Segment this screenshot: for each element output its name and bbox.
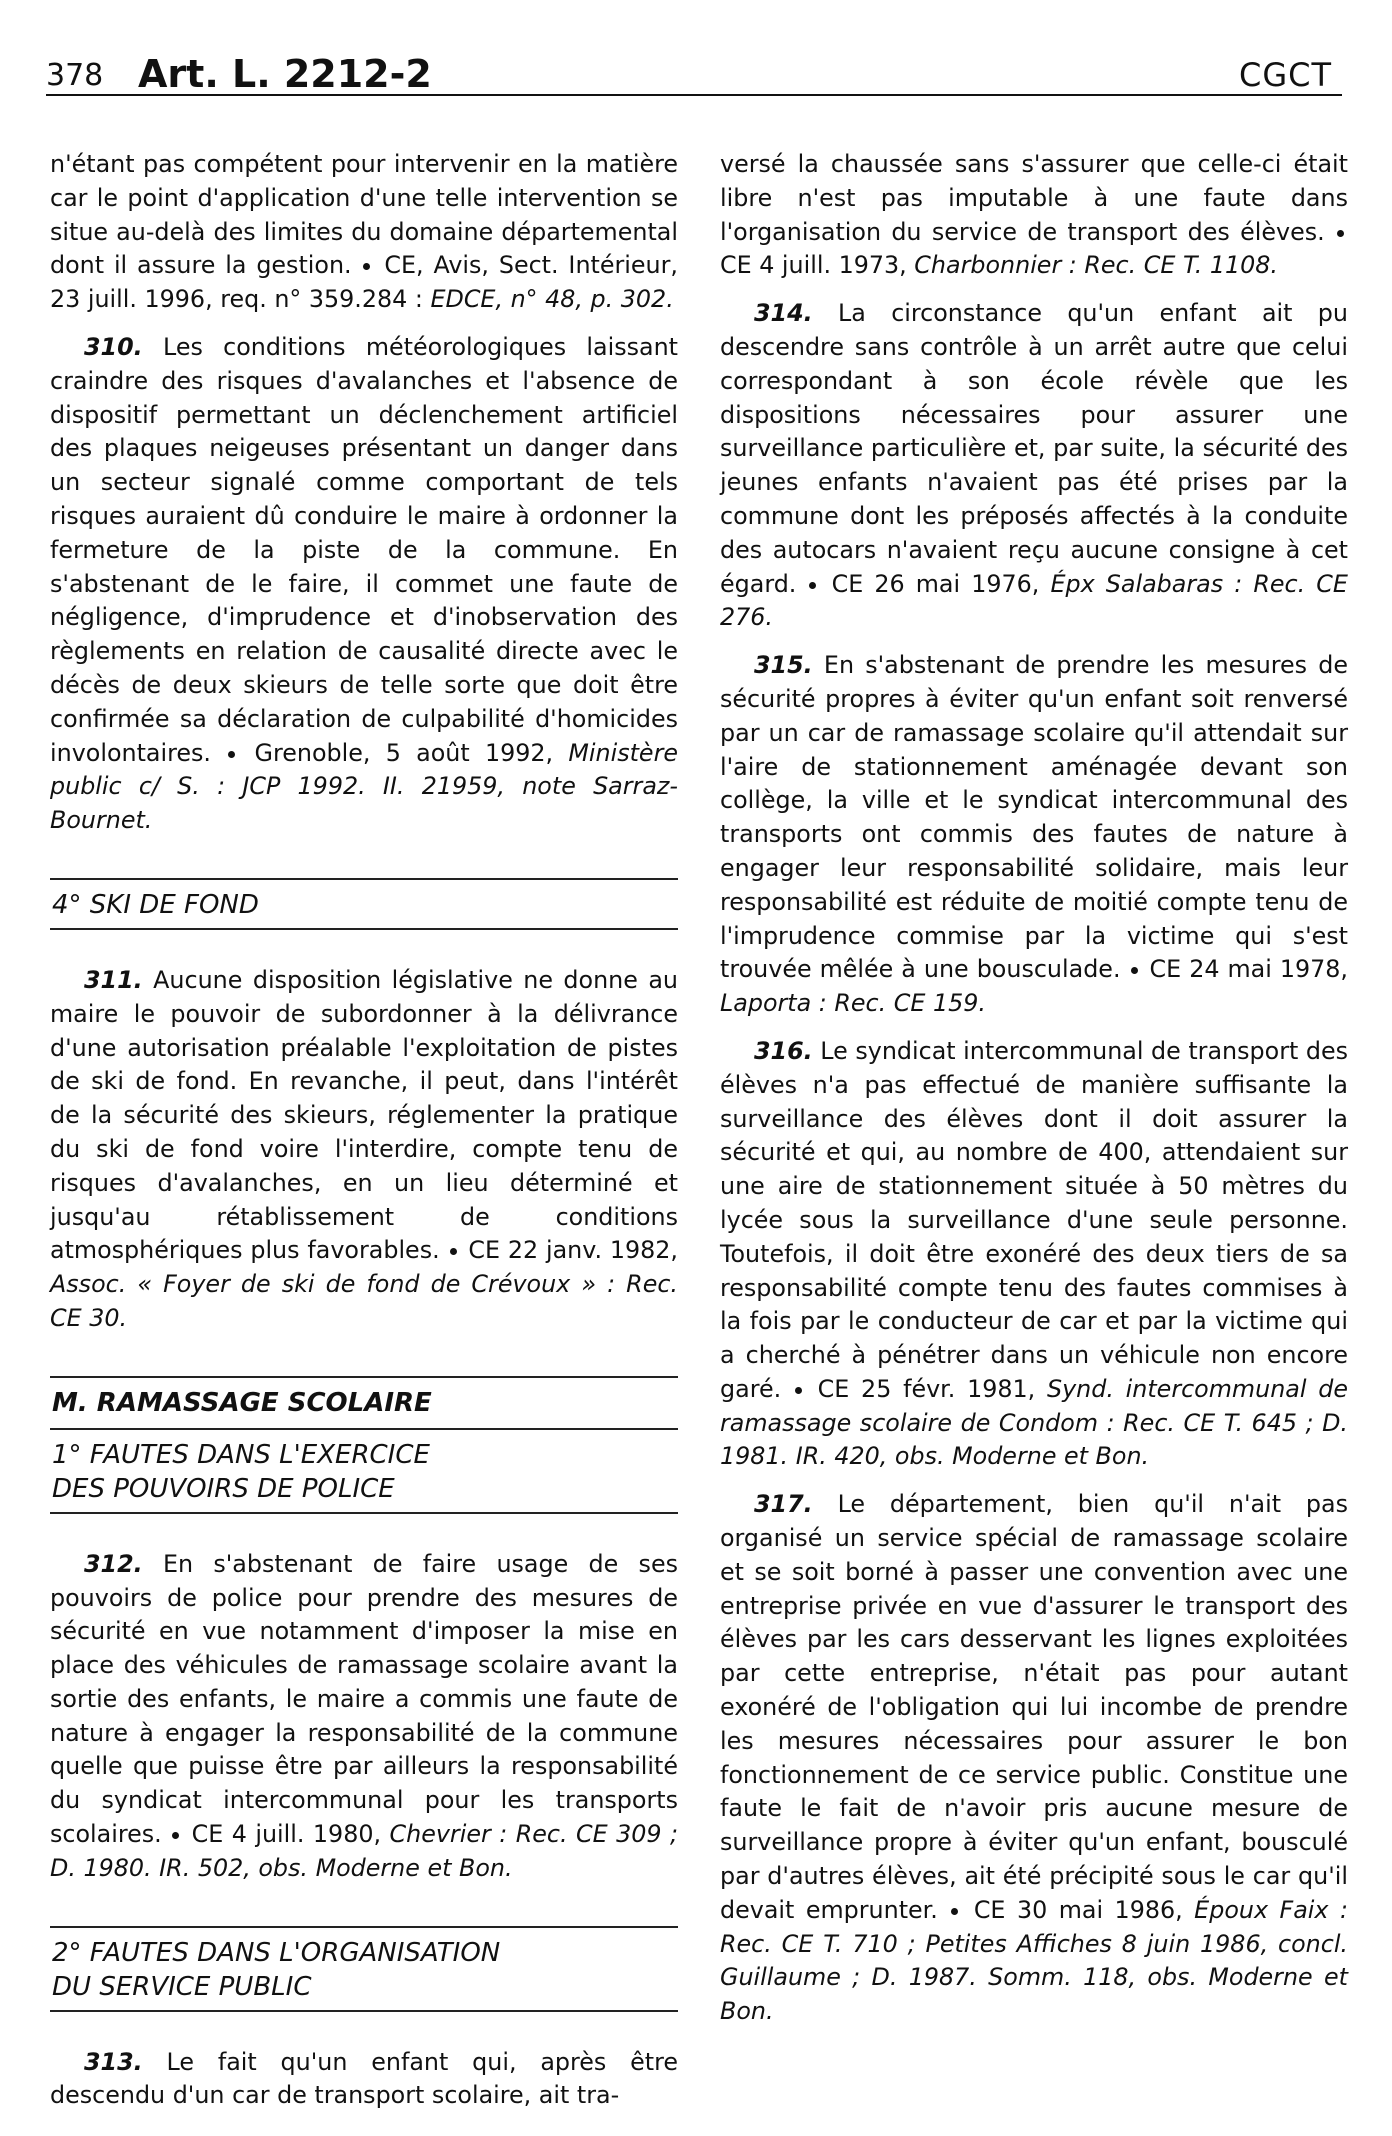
heading-line: 2° FAUTES DANS L'ORGANISATION [52,1937,501,1968]
bullet-dot [795,1387,802,1394]
paragraph-number: 311. [84,965,143,994]
page-header [46,48,1342,96]
section-heading-ramassage-scolaire: M. RAMASSAGE SCOLAIRE [50,1376,678,1428]
citation: Synd. intercommunal de ramassage scolaire de Condom : Rec. CE T. 645 ; D. 1981. IR. 420, obs. Moderne et Bon. [720,1374,1348,1471]
paragraph-number: 310. [84,332,143,361]
paragraph-313: 313. Le fait qu'un enfant qui, après être descendu d'un car de transport scolaire, ait tra- [50,2047,678,2110]
paragraph-310: 310. Les conditions météorologiques laissant craindre des risques d'avalanches et l'absence de dispositif permettant un déclenchement artificiel des plaques neigeuses présentant un danger dans un secteur signalé comme comportant de tels risques auraient dû conduire le maire à ordonner la fermeture de la piste de la commune. En s'abstenant de le faire, il commet une faute de négligence, d'imprudence et d'inobservation des règlements en relation de causalité directe avec le décès de deux skieurs de telle sorte que doit être confirmée sa déclaration de culpabilité d'homicides involontaires. Grenoble, 5 août 1992, Ministère public c/ S. : JCP 1992. II. 21959, note Sarraz-Bournet. [50,332,678,835]
citation: Ministère public c/ S. : JCP 1992. II. 21959, note Sarraz-Bournet. [50,738,678,835]
bullet-dot [172,1832,179,1839]
paragraph-number: 317. [754,1490,813,1519]
section-heading-fautes-police [50,1428,678,1514]
paragraph-311: 311. Aucune disposition législative ne donne au maire le pouvoir de subordonner à la délivrance d'une autorisation préalable l'exploitation de pistes de ski de fond. En revanche, il peut, dans l'intérêt de la sécurité des skieurs, réglementer la pratique du ski de fond voire l'interdire, compte tenu de risques d'avalanches, en un lieu déterminé et jusqu'au rétablissement de conditions atmosphériques plus favorables. CE 22 janv. 1982, Assoc. « Foyer de ski de fond de Crévoux » : Rec. CE 30. [50,965,678,1332]
paragraph-number: 312. [84,1549,143,1578]
paragraph-number: 313. [84,2047,143,2076]
page-number: 378 [46,58,104,93]
citation: Épx Salabaras : Rec. CE 276. [720,569,1348,632]
citation: EDCE, n° 48, p. 302. [430,285,674,314]
paragraph-314: 314. La circonstance qu'un enfant ait pu descendre sans contrôle à un arrêt autre que celui correspondant à son école révèle que les dispositions nécessaires pour assurer une surveillance particulière et, par suite, la sécurité des jeunes enfants n'avaient pas été prises par la commune dont les préposés affectés à la conduite des autocars n'avaient reçu aucune consigne à cet égard. CE 26 mai 1976, Épx Salabaras : Rec. CE 276. [720,299,1348,632]
paragraph-317: 317. Le département, bien qu'il n'ait pas organisé un service spécial de ramassage scolaire et se soit borné à passer une convention avec une entreprise privée en vue d'assurer le transport des élèves par les cars desservant les lignes exploitées par cette entreprise, n'était pas pour autant exonéré de l'obligation qui lui incombe de prendre les mesures nécessaires pour assurer le bon fonctionnement de ce service public. Constitue une faute le fait de n'avoir pris aucune mesure de surveillance propre à éviter qu'un enfant, bousculé par d'autres élèves, ait été précipité sous le car qu'il devait emprunter. CE 30 mai 1986, Époux Faix : Rec. CE T. 710 ; Petites Affiches 8 juin 1986, concl. Guillaume ; D. 1987. Somm. 118, obs. Moderne et Bon. [720,1490,1348,2026]
section-heading-fautes-organisation [50,1926,678,2012]
bullet-dot [450,1248,457,1255]
heading-line: DES POUVOIRS DE POLICE [52,1473,395,1504]
citation: Laporta : Rec. CE 159. [720,989,986,1018]
bullet-dot [809,582,816,589]
bullet-dot [228,751,235,758]
bullet-dot [1131,967,1138,974]
left-column [50,148,678,2127]
paragraph-313-continued: versé la chaussée sans s'assurer que celle-ci était libre n'est pas imputable à une faute dans l'organisation du service de transport des élèves. CE 4 juill. 1973, Charbonnier : Rec. CE T. 1108. [720,150,1348,280]
paragraph-316: 316. Le syndicat intercommunal de transport des élèves n'a pas effectué de manière suffisante la surveillance des élèves dont il doit assurer la sécurité et qui, au nombre de 400, attendaient sur une aire de stationnement située à 50 mètres du lycée sous la surveillance d'une seule personne. Toutefois, il doit être exonéré des deux tiers de sa responsabilité compte tenu des fautes commises à la fois par le conducteur de car et par la victime qui a cherché à pénétrer dans un véhicule non encore garé. CE 25 févr. 1981, Synd. intercommunal de ramassage scolaire de Condom : Rec. CE T. 645 ; D. 1981. IR. 420, obs. Moderne et Bon. [720,1036,1349,1471]
bullet-dot [951,1908,958,1915]
section-heading-ski-de-fond: 4° SKI DE FOND [50,878,678,930]
paragraph-315: 315. En s'abstenant de prendre les mesures de sécurité propres à éviter qu'un enfant soit renversé par un car de ramassage scolaire qu'il attendait sur l'aire de stationnement aménagée devant son collège, la ville et le syndicat intercommunal des transports ont commis des fautes de nature à engager leur responsabilité solidaire, mais leur responsabilité est réduite de moitié compte tenu de l'imprudence commise par la victime qui s'est trouvée mêlée à une bousculade. CE 24 mai 1978, Laporta : Rec. CE 159. [720,651,1348,1018]
paragraph-number: 314. [754,299,813,328]
paragraph-continued: n'étant pas compétent pour intervenir en la matière car le point d'application d'une telle intervention se situe au-delà des limites du domaine départemental dont il assure la gestion. CE, Avis, Sect. Intérieur, 23 juill. 1996, req. n° 359.284 : EDCE, n° 48, p. 302. [50,150,678,314]
paragraph-number: 315. [754,651,813,680]
citation: Époux Faix : Rec. CE T. 710 ; Petites Affiches 8 juin 1986, concl. Guillaume ; D. 1987. Somm. 118, obs. Moderne et Bon. [720,1895,1348,2026]
right-column [720,148,1348,2043]
heading-line: DU SERVICE PUBLIC [52,1971,312,2002]
paragraph-312: 312. En s'abstenant de faire usage de ses pouvoirs de police pour prendre des mesures de sécurité en vue notamment d'imposer la mise en place des véhicules de ramassage scolaire avant la sortie des enfants, le maire a commis une faute de nature à engager la responsabilité de la commune quelle que puisse être par ailleurs la responsabilité du syndicat intercommunal pour les transports scolaires. CE 4 juill. 1980, Chevrier : Rec. CE 309 ; D. 1980. IR. 502, obs. Moderne et Bon. [50,1549,678,1882]
heading-line: 1° FAUTES DANS L'EXERCICE [52,1439,430,1470]
bullet-dot [1337,230,1344,237]
paragraph-number: 316. [754,1036,813,1065]
article-reference: Art. L. 2212-2 [138,52,432,96]
bullet-dot [363,263,370,270]
code-name: CGCT [1238,56,1332,94]
citation: Charbonnier : Rec. CE T. 1108. [914,251,1278,280]
citation: Chevrier : Rec. CE 309 ; D. 1980. IR. 502, obs. Moderne et Bon. [50,1820,678,1882]
citation: Assoc. « Foyer de ski de fond de Crévoux » : Rec. CE 30. [50,1270,678,1332]
